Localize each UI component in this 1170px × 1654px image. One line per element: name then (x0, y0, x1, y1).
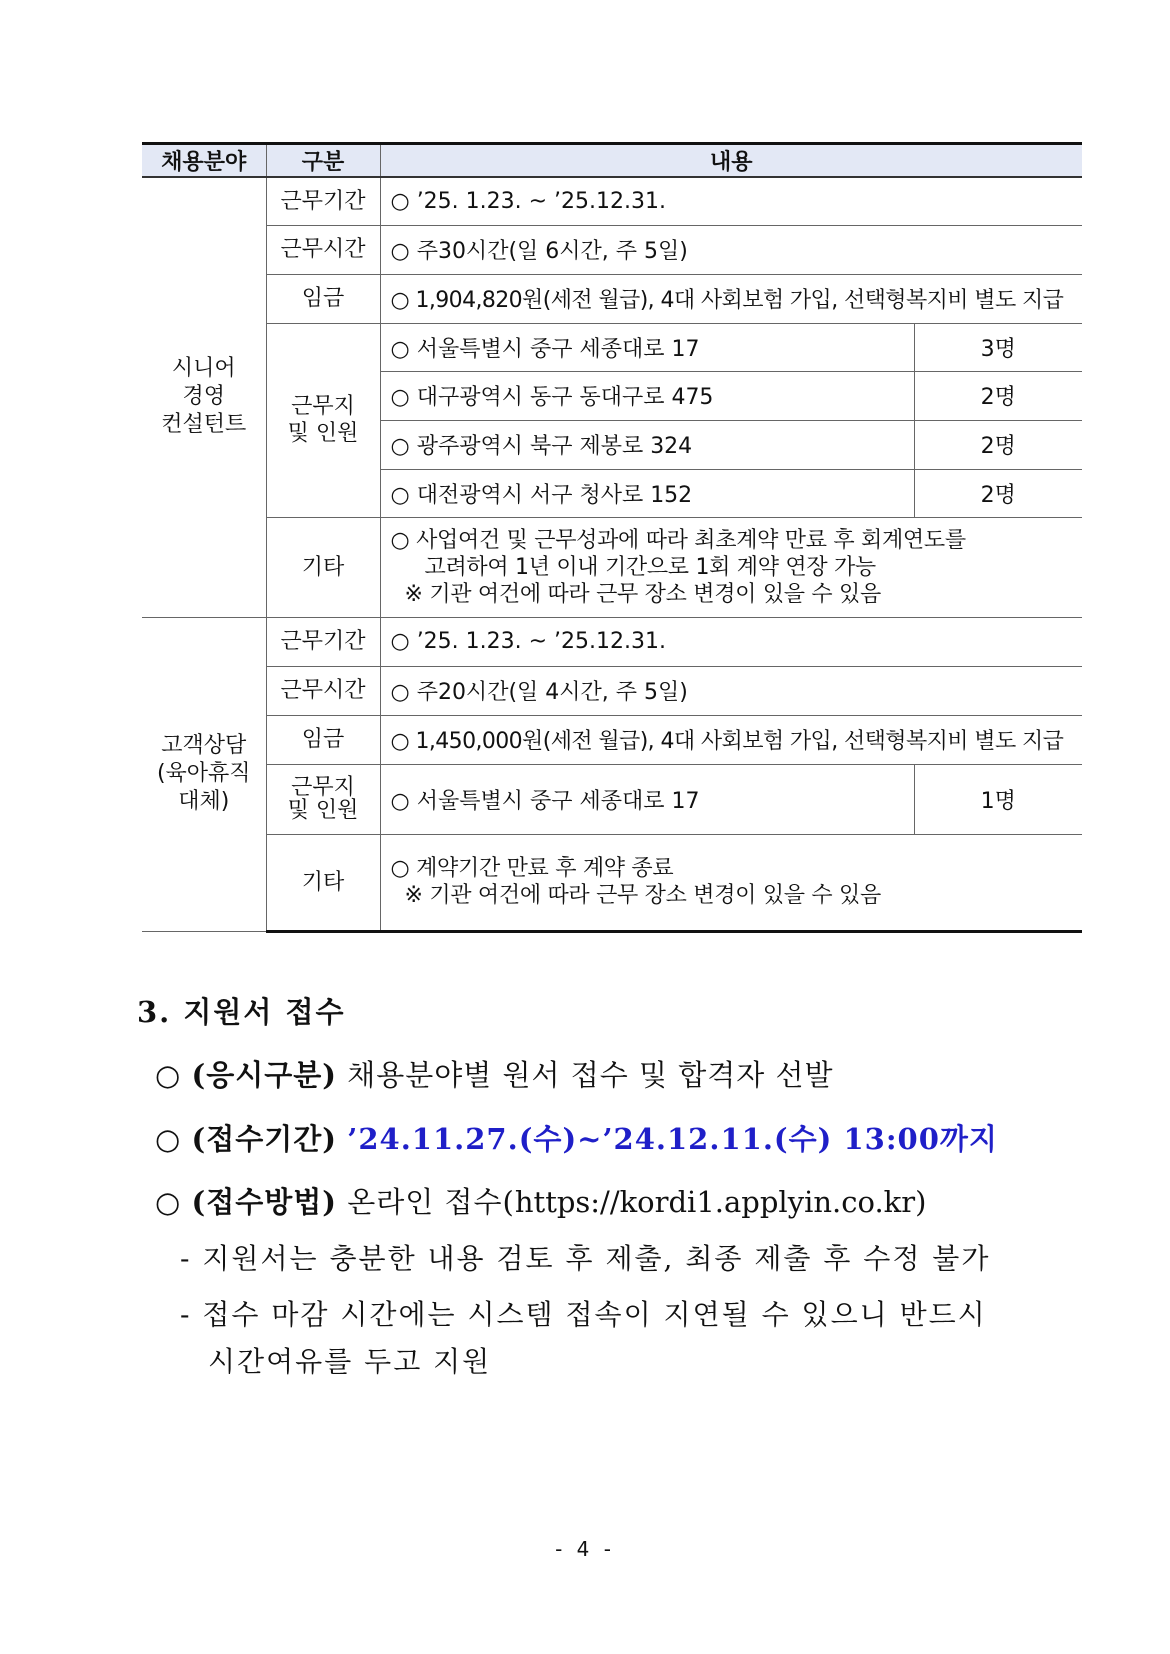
section-title: 3. 지원서 접수 (137, 995, 346, 1029)
etc-notes: ○ 사업여건 및 근무성과에 따라 최초계약 만료 후 회계연도를 고려하여 1년 이내 기간으로 1회 계약 연장 가능 ※ 기관 여건에 따라 근무 장소 변경이 있을 수 있음 (380, 517, 1082, 617)
table-row (142, 323, 1082, 371)
headcount: 2명 (914, 469, 1082, 517)
category-label: 임금 (266, 274, 380, 323)
category-label: 근무시간 (266, 225, 380, 274)
sub-item-continuation: 시간여유를 두고 지원 (208, 1345, 492, 1378)
category-label: 기타 (266, 517, 380, 617)
headcount: 3명 (914, 323, 1082, 371)
table-row (142, 764, 1082, 834)
table-row (142, 834, 1082, 931)
work-period: ○ ’25. 1.23. ~ ’25.12.31. (380, 177, 1082, 225)
recruitment-table (142, 142, 1082, 933)
item-label: (접수방법) (191, 1185, 338, 1219)
category-label: 근무기간 (266, 617, 380, 666)
bullet-circle: ○ (155, 1185, 182, 1219)
field-customer-service: 고객상담 (육아휴직 대체) (142, 617, 266, 931)
dash: - (180, 1298, 192, 1331)
etc-notes: ○ 계약기간 만료 후 계약 종료 ※ 기관 여건에 따라 근무 장소 변경이 있을 수 있음 (380, 834, 1082, 931)
location-address: ○ 광주광역시 북구 제봉로 324 (380, 420, 914, 469)
headcount: 1명 (914, 764, 1082, 834)
category-label: 기타 (266, 834, 380, 931)
category-label: 근무시간 (266, 666, 380, 715)
work-hours: ○ 주30시간(일 6시간, 주 5일) (380, 225, 1082, 274)
deadline-text: ’24.11.27.(수)~’24.12.11.(수) 13:00까지 (347, 1122, 998, 1156)
location-address: ○ 서울특별시 중구 세종대로 17 (380, 764, 914, 834)
location-address: ○ 대전광역시 서구 청사로 152 (380, 469, 914, 517)
wage: ○ 1,904,820원(세전 월급), 4대 사회보험 가입, 선택형복지비 별도 지급 (380, 274, 1082, 323)
list-item-method (155, 1180, 927, 1221)
sub-text: 지원서는 충분한 내용 검토 후 제출, 최종 제출 후 수정 불가 (202, 1242, 991, 1275)
table-header-row (142, 144, 1082, 178)
item-label: (접수기간) (191, 1122, 338, 1156)
header-category: 구분 (266, 144, 380, 178)
application-url-link[interactable]: https://kordi1.applyin.co.kr (514, 1185, 916, 1219)
table-row (142, 225, 1082, 274)
page-number: - 4 - (555, 1537, 615, 1561)
category-label-location: 근무지 및 인원 (266, 323, 380, 517)
headcount: 2명 (914, 371, 1082, 420)
bullet-circle: ○ (155, 1122, 182, 1156)
item-text: 채용분야별 원서 접수 및 합격자 선발 (347, 1058, 834, 1092)
category-label: 임금 (266, 715, 380, 764)
table-row (142, 274, 1082, 323)
category-label-location: 근무지 및 인원 (266, 764, 380, 834)
category-label: 근무기간 (266, 177, 380, 225)
table-row (142, 715, 1082, 764)
sub-item-review (180, 1237, 990, 1277)
header-content: 내용 (380, 144, 1082, 178)
item-text-suffix: ) (915, 1185, 928, 1219)
bullet-circle: ○ (155, 1058, 182, 1092)
item-label: (응시구분) (191, 1058, 338, 1092)
table-row (142, 177, 1082, 225)
table-row (142, 517, 1082, 617)
work-hours: ○ 주20시간(일 4시간, 주 5일) (380, 666, 1082, 715)
item-text: 온라인 접수( (347, 1185, 515, 1219)
header-field: 채용분야 (142, 144, 266, 178)
headcount: 2명 (914, 420, 1082, 469)
sub-item-deadline-warning (180, 1293, 987, 1333)
location-address: ○ 서울특별시 중구 세종대로 17 (380, 323, 914, 371)
list-item-exam-type (155, 1053, 834, 1094)
location-address: ○ 대구광역시 동구 동대구로 475 (380, 371, 914, 420)
list-item-period (155, 1117, 998, 1158)
sub-text: 접수 마감 시간에는 시스템 접속이 지연될 수 있으니 반드시 (202, 1298, 987, 1331)
wage: ○ 1,450,000원(세전 월급), 4대 사회보험 가입, 선택형복지비 별도 지급 (380, 715, 1082, 764)
table-row (142, 666, 1082, 715)
dash: - (180, 1242, 192, 1275)
work-period: ○ ’25. 1.23. ~ ’25.12.31. (380, 617, 1082, 666)
table-row (142, 617, 1082, 666)
field-senior-consultant: 시니어 경영 컨설턴트 (142, 177, 266, 617)
